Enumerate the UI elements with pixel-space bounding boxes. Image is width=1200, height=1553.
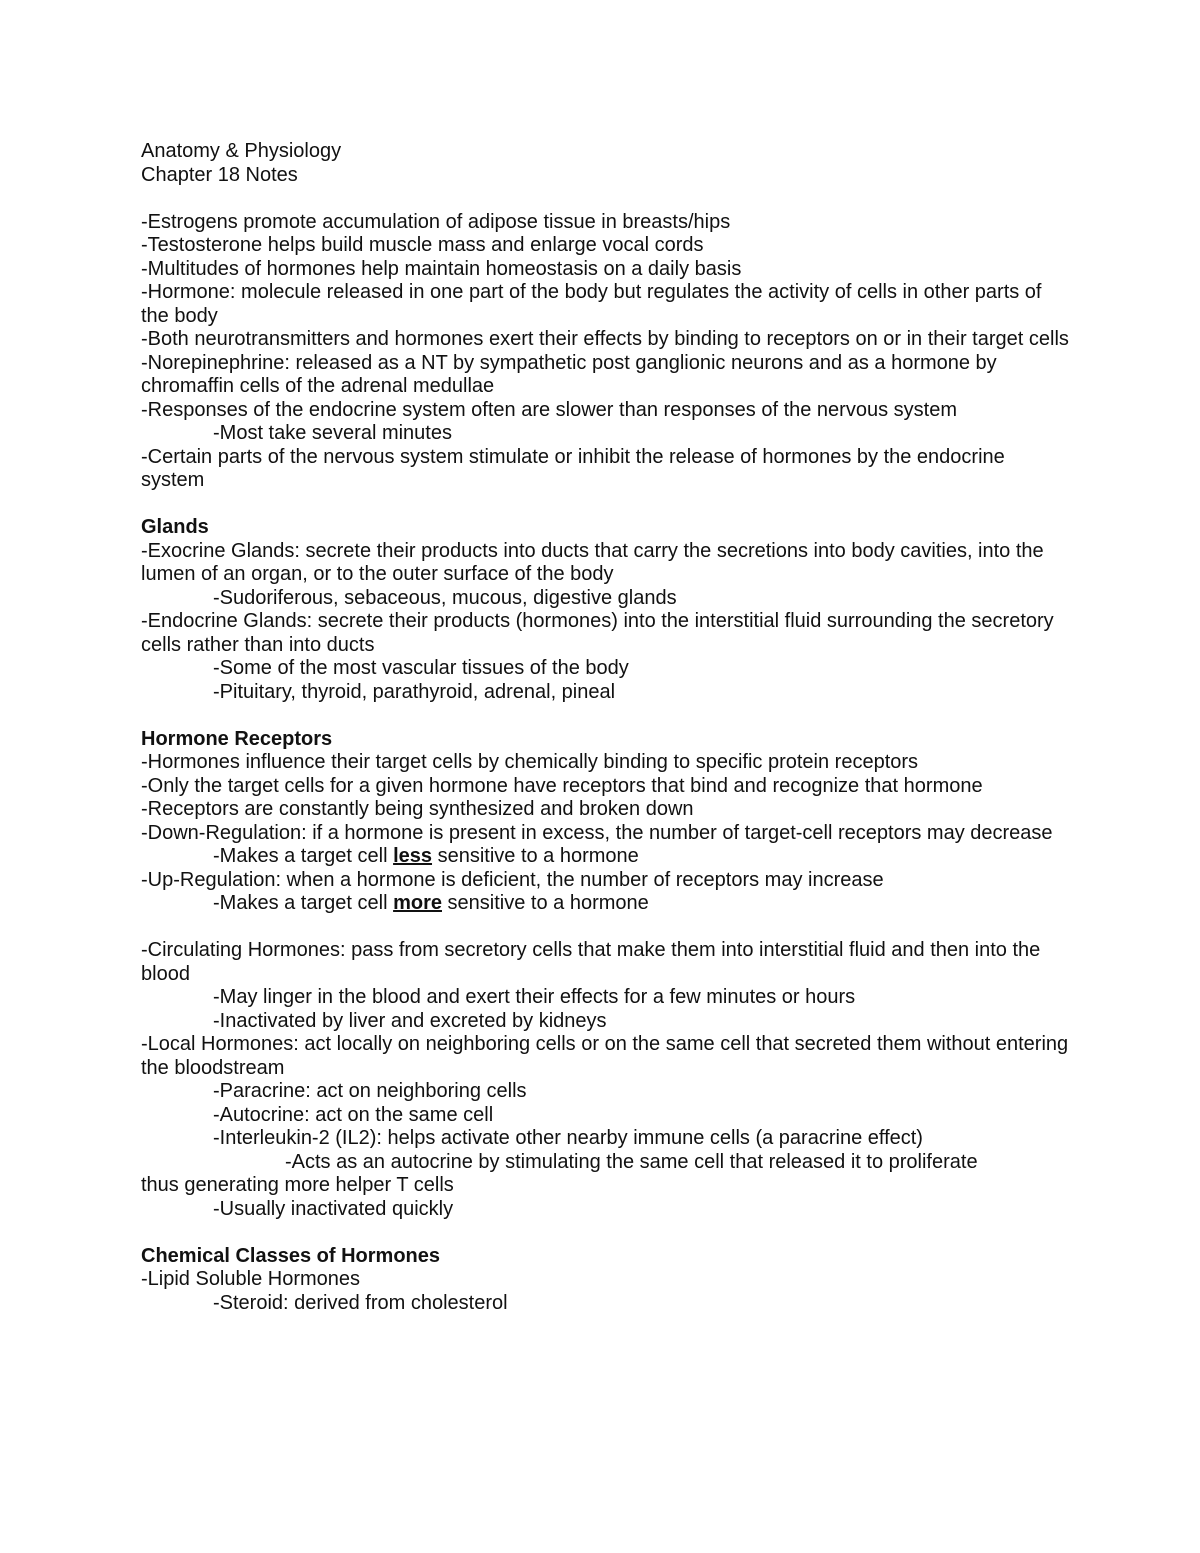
note-subline: -Pituitary, thyroid, parathyroid, adrenal, pineal	[213, 680, 616, 703]
note-line: -Down-Regulation: if a hormone is present in excess, the number of target-cell receptors may decrease	[141, 821, 1053, 844]
note-subline: -Interleukin-2 (IL2): helps activate other nearby immune cells (a paracrine effect)	[213, 1127, 923, 1149]
emphasis-more: more	[393, 892, 442, 914]
note-subline: -Some of the most vascular tissues of the body	[213, 657, 629, 679]
section-heading-receptors: Hormone Receptors	[141, 727, 333, 750]
note-line: -Only the target cells for a given hormone have receptors that bind and recognize that hormone	[141, 774, 983, 797]
text-run: -Makes a target cell	[213, 892, 394, 914]
note-line: -Exocrine Glands: secrete their products into ducts that carry the secretions into body cavities, into the lumen of an organ, or to the outer surface of the body	[141, 539, 1044, 585]
note-subline	[141, 892, 1071, 916]
note-line: -Multitudes of hormones help maintain homeostasis on a daily basis	[141, 257, 742, 280]
section-heading-chemical: Chemical Classes of Hormones	[141, 1244, 440, 1267]
note-line: -Hormones influence their target cells by chemically binding to specific protein receptors	[141, 751, 919, 773]
note-subline: -Usually inactivated quickly	[213, 1197, 454, 1220]
note-line: -Certain parts of the nervous system stimulate or inhibit the release of hormones by the endocrine system	[141, 445, 1005, 491]
text-run: sensitive to a hormone	[432, 845, 639, 867]
note-line: -Norepinephrine: released as a NT by sympathetic post ganglionic neurons and as a hormone by chromaffin cells of the adrenal medullae	[141, 351, 997, 397]
note-line: -Testosterone helps build muscle mass and enlarge vocal cords	[141, 234, 704, 256]
note-subline: -Sudoriferous, sebaceous, mucous, digestive glands	[213, 586, 677, 609]
note-line: -Hormone: molecule released in one part of the body but regulates the activity of cells in other parts of the body	[141, 281, 1042, 327]
spacer	[141, 493, 1071, 517]
note-line: -Endocrine Glands: secrete their products (hormones) into the interstitial fluid surrounding the secretory cells rather than into ducts	[141, 610, 1054, 656]
note-line: thus generating more helper T cells	[141, 1174, 454, 1196]
spacer	[141, 187, 1071, 211]
emphasis-less: less	[393, 845, 433, 867]
note-line: -Up-Regulation: when a hormone is deficient, the number of receptors may increase	[141, 868, 884, 891]
note-subline: -Steroid: derived from cholesterol	[213, 1291, 508, 1314]
note-subline: -May linger in the blood and exert their effects for a few minutes or hours	[213, 986, 856, 1008]
note-subline: -Most take several minutes	[213, 422, 452, 444]
note-subline	[141, 845, 1071, 869]
note-subline: -Autocrine: act on the same cell	[213, 1103, 494, 1126]
note-line: -Both neurotransmitters and hormones exert their effects by binding to receptors on or in their target cells	[141, 328, 1069, 350]
spacer	[141, 1221, 1071, 1245]
note-subline: -Inactivated by liver and excreted by kidneys	[213, 1009, 607, 1032]
note-subsubline: -Acts as an autocrine by stimulating the same cell that released it to proliferate	[285, 1150, 978, 1173]
document-title: Anatomy & Physiology	[141, 140, 342, 162]
document-page	[141, 140, 1071, 1315]
text-run: sensitive to a hormone	[441, 892, 649, 914]
note-subline: -Paracrine: act on neighboring cells	[213, 1080, 527, 1102]
spacer	[141, 916, 1071, 940]
section-heading-glands: Glands	[141, 516, 209, 538]
spacer	[141, 704, 1071, 728]
note-line: -Receptors are constantly being synthesized and broken down	[141, 798, 694, 820]
note-line: -Circulating Hormones: pass from secretory cells that make them into interstitial fluid and then into the blood	[141, 939, 1041, 985]
note-line: -Lipid Soluble Hormones	[141, 1268, 361, 1290]
document-subtitle: Chapter 18 Notes	[141, 163, 298, 186]
note-line: -Local Hormones: act locally on neighboring cells or on the same cell that secreted them without entering the bloodstream	[141, 1033, 1069, 1079]
text-run: -Makes a target cell	[213, 845, 394, 867]
note-line: -Responses of the endocrine system often are slower than responses of the nervous system	[141, 398, 957, 421]
note-line: -Estrogens promote accumulation of adipose tissue in breasts/hips	[141, 210, 731, 233]
